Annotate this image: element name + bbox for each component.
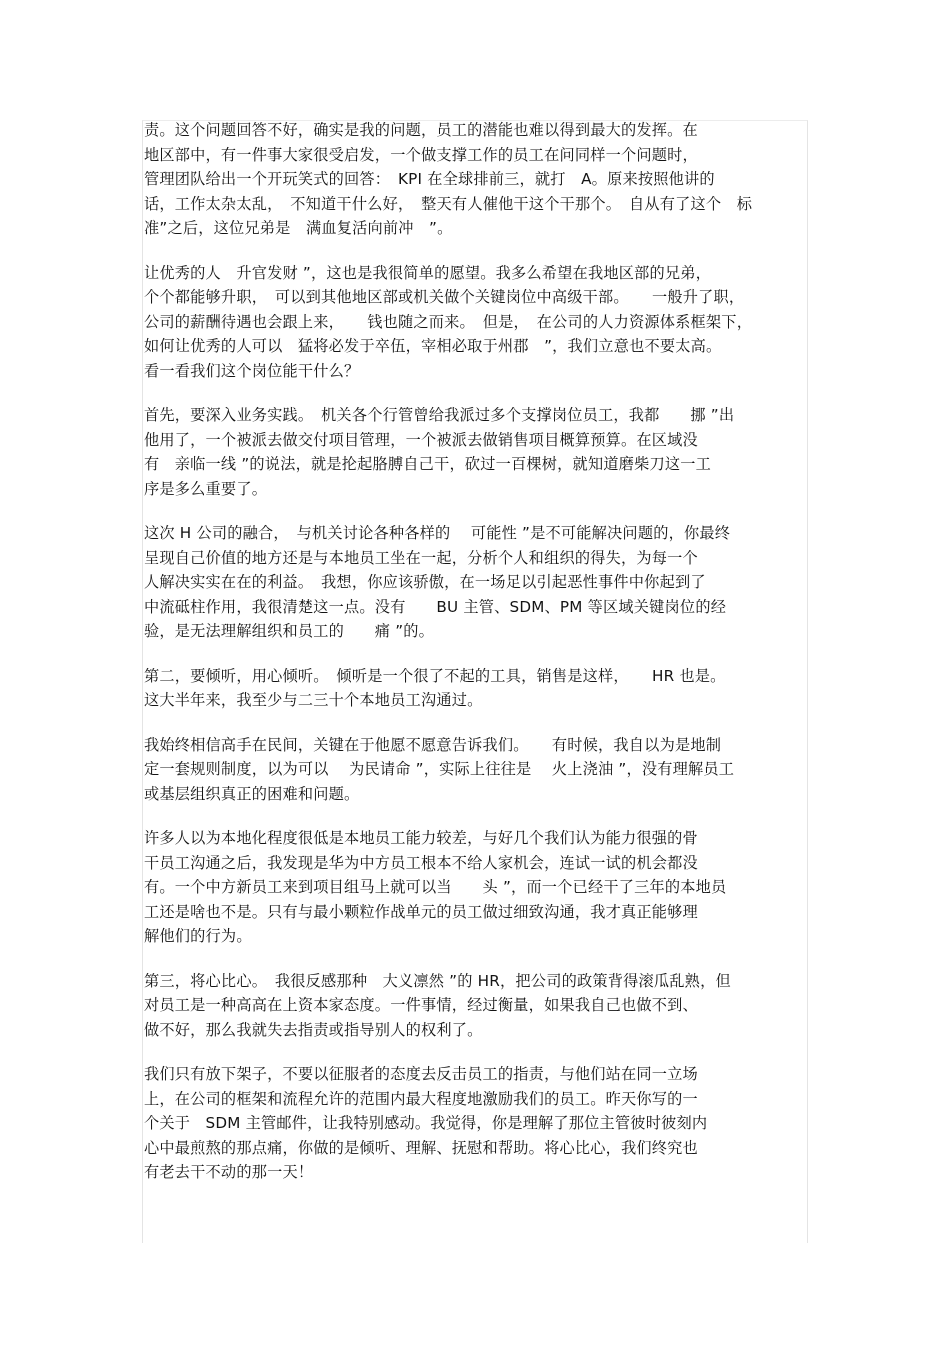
text-line: 中流砥柱作用，我很清楚这一点。没有 BU 主管、SDM、PM 等区域关键岗位的经 bbox=[144, 597, 727, 616]
text-line: 心中最煎熬的那点痛，你做的是倾听、理解、抚慰和帮助。将心比心，我们终究也 bbox=[144, 1138, 698, 1157]
text-line: 如何让优秀的人可以 猛将必发于卒伍，宰相必取于州郡 ”，我们立意也不要太高。 bbox=[144, 337, 722, 355]
text-line: 这大半年来，我至少与二三十个本地员工沟通过。 bbox=[144, 691, 483, 709]
text-line: 对员工是一种高高在上资本家态度。一件事情，经过衡量，如果我自己也做不到、 bbox=[144, 996, 698, 1014]
text-line: 有老去干不动的那一天！ bbox=[144, 1163, 314, 1181]
text-line: 人解决实实在在的利益。 我想，你应该骄傲，在一场足以引起恶性事件中你起到了 bbox=[144, 573, 706, 591]
text-line: 或基层组织真正的困难和问题。 bbox=[144, 784, 360, 803]
paragraph bbox=[144, 261, 810, 384]
text-line: 验，是无法理解组织和员工的 痛 ”的。 bbox=[144, 622, 435, 640]
text-line: 我始终相信高手在民间，关键在于他愿不愿意告诉我们。 有时候，我自以为是地制 bbox=[144, 735, 722, 754]
text-line: 许多人以为本地化程度很低是本地员工能力较差，与好几个我们认为能力很强的骨 bbox=[144, 829, 698, 847]
text-line: 让优秀的人 升官发财 ”，这也是我很简单的愿望。我多么希望在我地区部的兄弟， bbox=[144, 263, 712, 282]
text-line: 话，工作太杂太乱， 不知道干什么好， 整天有人催他干这个干那个。 自从有了这个 标 bbox=[144, 194, 753, 213]
text-line: 管理团队给出一个开玩笑式的回答： KPI 在全球排前三，就打 A。原来按照他讲的 bbox=[144, 170, 715, 188]
text-line: 看一看我们这个岗位能干什么？ bbox=[144, 361, 360, 380]
paragraph bbox=[144, 1062, 810, 1185]
text-line: 他用了，一个被派去做交付项目管理，一个被派去做销售项目概算预算。在区域没 bbox=[144, 430, 698, 449]
paragraph bbox=[144, 826, 810, 949]
text-line: 第三，将心比心。 我很反感那种 大义凛然 ”的 HR，把公司的政策背得滚瓜乱熟，但 bbox=[144, 971, 731, 990]
text-line: 责。这个问题回答不好，确实是我的问题，员工的潜能也难以得到最大的发挥。在 bbox=[144, 121, 698, 139]
text-line: 定一套规则制度，以为可以 为民请命 ”，实际上往往是 火上浇油 ”，没有理解员工 bbox=[144, 760, 735, 778]
text-line: 做不好，那么我就失去指责或指导别人的权利了。 bbox=[144, 1020, 483, 1039]
text-line: 地区部中，有一件事大家很受启发，一个做支撑工作的员工在问同样一个问题时， bbox=[144, 145, 698, 164]
text-line: 呈现自己价值的地方还是与本地员工坐在一起，分析个人和组织的得失，为每一个 bbox=[144, 548, 698, 567]
text-line: 上，在公司的框架和流程允许的范围内最大程度地激励我们的员工。昨天你写的一 bbox=[144, 1089, 698, 1108]
text-line: 这次 H 公司的融合， 与机关讨论各种各样的 可能性 ”是不可能解决问题的，你最终 bbox=[144, 524, 731, 542]
text-line: 我们只有放下架子，不要以征服者的态度去反击员工的指责，与他们站在同一立场 bbox=[144, 1065, 698, 1083]
text-line: 干员工沟通之后，我发现是华为中方员工根本不给人家机会，连试一试的机会都没 bbox=[144, 853, 698, 872]
text-line: 有。一个中方新员工来到项目组马上就可以当 头 ”，而一个已经干了三年的本地员 bbox=[144, 878, 727, 896]
paragraph bbox=[144, 664, 810, 713]
text-line: 个关于 SDM 主管邮件，让我特别感动。我觉得，你是理解了那位主管彼时彼刻内 bbox=[144, 1114, 708, 1132]
text-line: 个个都能够升职， 可以到其他地区部或机关做个关键岗位中高级干部。 一般升了职， bbox=[144, 288, 745, 306]
text-line: 公司的薪酬待遇也会跟上来， 钱也随之而来。 但是， 在公司的人力资源体系框架下， bbox=[144, 312, 753, 331]
text-line: 序是多么重要了。 bbox=[144, 479, 268, 498]
paragraph bbox=[144, 403, 810, 501]
paragraph bbox=[144, 969, 810, 1043]
text-line: 首先，要深入业务实践。 机关各个行管曾给我派过多个支撑岗位员工，我都 挪 ”出 bbox=[144, 406, 735, 424]
text-line: 有 亲临一线 ”的说法，就是抡起胳膊自己干，砍过一百棵树，就知道磨柴刀这一工 bbox=[144, 455, 712, 473]
paragraph bbox=[144, 118, 810, 241]
document-body bbox=[144, 118, 810, 1205]
paragraph bbox=[144, 521, 810, 644]
paragraph bbox=[144, 733, 810, 807]
text-line: 第二，要倾听，用心倾听。 倾听是一个很了不起的工具，销售是这样， HR 也是。 bbox=[144, 666, 726, 685]
text-line: 解他们的行为。 bbox=[144, 927, 252, 945]
text-line: 准”之后，这位兄弟是 满血复活向前冲 ”。 bbox=[144, 219, 453, 237]
text-line: 工还是啥也不是。只有与最小颗粒作战单元的员工做过细致沟通，我才真正能够理 bbox=[144, 902, 698, 921]
